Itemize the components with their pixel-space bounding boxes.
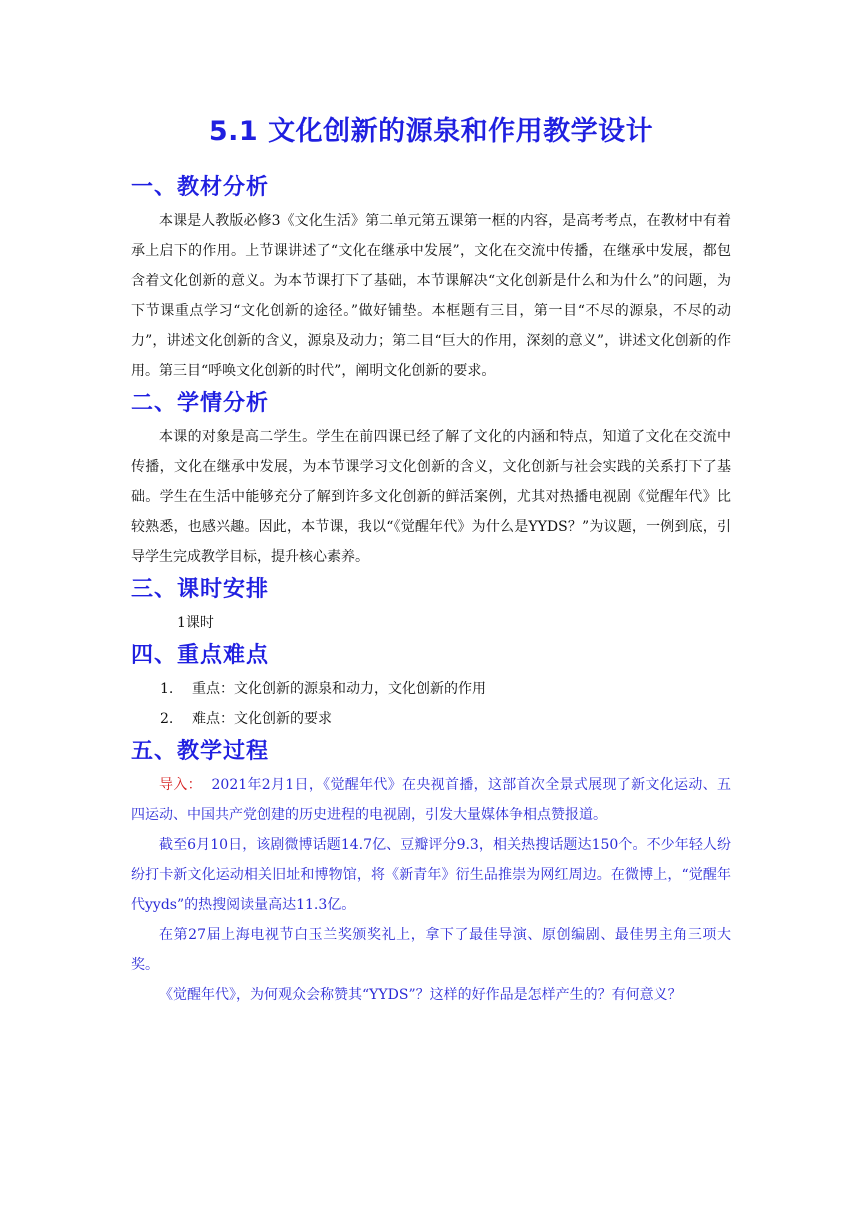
- section-heading-student-analysis: 二、学情分析: [131, 391, 270, 416]
- list-item-text: 重点：文化创新的源泉和动力，文化创新的作用: [192, 681, 486, 697]
- section-heading-class-hours: 三、课时安排: [131, 577, 270, 602]
- list-item-text: 难点：文化创新的要求: [192, 711, 332, 727]
- intro-label: 导入：: [159, 777, 202, 793]
- document-content: [131, 112, 731, 1010]
- document-title: 5.1 文化创新的源泉和作用教学设计: [208, 116, 654, 147]
- student-analysis-paragraph: 本课的对象是高二学生。学生在前四课已经了解了文化的内涵和特点，知道了文化在交流中传播，文化在继承中发展，为本节课学习文化创新的含义，文化创新与社会实践的关系打下了基础。学生在生活中能够充分了解到许多文化创新的鲜活案例，尤其对热播电视剧《觉醒年代》比较熟悉，也感兴趣。因此，本节课，我以“《觉醒年代》为什么是YYDS？”为议题，一例到底，引导学生完成教学目标，提升核心素养。: [131, 429, 731, 565]
- intro-text: 2021年2月1日，《觉醒年代》在央视首播，这部首次全景式展现了新文化运动、五四运动、中国共产党创建的历史进程的电视剧，引发大量媒体争相点赞报道。: [131, 777, 732, 823]
- section-heading-teaching-process: 五、教学过程: [131, 739, 270, 764]
- list-item-number: 2.: [160, 711, 174, 727]
- intro-paragraph: [131, 770, 731, 830]
- section-heading-textbook-analysis: 一、教材分析: [131, 175, 270, 200]
- teaching-process-paragraph-3: 在第27届上海电视节白玉兰奖颁奖礼上，拿下了最佳导演、原创编剧、最佳男主角三项大奖。: [131, 927, 731, 973]
- class-hours-paragraph: 1课时: [177, 615, 214, 631]
- textbook-analysis-paragraph: 本课是人教版必修3《文化生活》第二单元第五课第一框的内容，是高考考点，在教材中有着承上启下的作用。上节课讲述了“文化在继承中发展”，文化在交流中传播，在继承中发展，都包含着文化创新的意义。为本节课打下了基础，本节课解决“文化创新是什么和为什么”的问题，为下节课重点学习“文化创新的途径。”做好铺垫。本框题有三目，第一目“不尽的源泉，不尽的动力”，讲述文化创新的含义，源泉及动力；第二目“巨大的作用，深刻的意义”，讲述文化创新的作用。第三目“呼唤文化创新的时代”，阐明文化创新的要求。: [131, 213, 731, 379]
- list-item: [131, 674, 731, 704]
- list-item: [131, 704, 731, 734]
- list-item-number: 1.: [160, 681, 174, 697]
- key-points-list: [131, 674, 731, 734]
- teaching-process-paragraph-2: 截至6月10日，该剧微博话题14.7亿、豆瓣评分9.3，相关热搜话题达150个。不少年轻人纷纷打卡新文化运动相关旧址和博物馆，将《新青年》衍生品推崇为网红周边。在微博上，“觉醒年代yyds”的热搜阅读量高达11.3亿。: [131, 837, 731, 913]
- section-heading-key-points: 四、重点难点: [131, 643, 270, 668]
- teaching-process-paragraph-4: 《觉醒年代》，为何观众会称赞其“YYDS”？这样的好作品是怎样产生的？有何意义？: [159, 987, 682, 1003]
